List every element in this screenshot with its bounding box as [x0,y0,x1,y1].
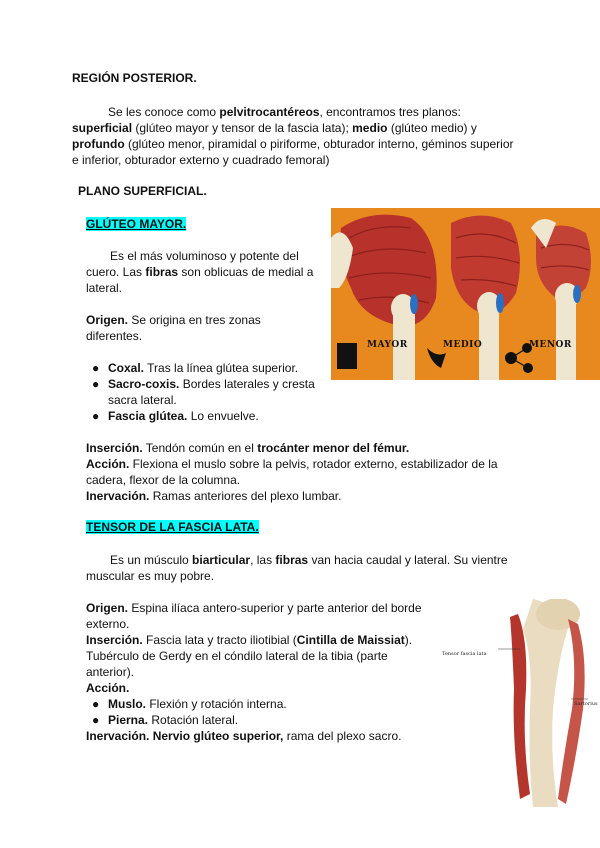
section-heading: PLANO SUPERFICIAL. [78,184,207,198]
tensor-desc-text: muscular es muy pobre. [86,569,215,583]
tensor-insercion-bold: Cintilla de Maissiat [296,633,405,647]
gluteo-origen-label: Origen. [86,313,129,327]
list-item-text: Bordes laterales y cresta [179,377,315,391]
tensor-inervacion-bold: Nervio glúteo superior, [149,729,284,743]
list-item [92,360,328,376]
gluteo-origen [86,312,326,344]
intro-bold: profundo [72,137,125,151]
list-item [92,376,328,408]
tensor-origen-label: Origen. [86,601,129,615]
tensor-insercion-text: ). [404,633,413,647]
gluteo-description [86,248,326,296]
tensor-insercion-text: Fascia lata y tracto iliotibial ( [142,633,297,647]
gluteo-desc-bold: fibras [145,265,179,279]
tensor-heading [86,519,259,535]
image-label-mayor: MAYOR [367,340,408,350]
intro-text: (glúteo medio) y [387,121,477,135]
tensor-inervacion-label: Inervación. [86,729,150,743]
intro-bold: superficial [72,121,133,135]
list-item-text: Tras la línea glútea superior. [144,361,299,375]
intro-bold: pelvitrocantéreos [219,105,320,119]
gluteo-insercion-label: Inserción. [86,441,143,455]
tensor-fascia-lata-image [438,599,600,807]
tensor-origen-text: Espina ilíaca antero-superior y parte anterior del borde [128,601,422,615]
tensor-origen-text: externo. [86,617,130,631]
gluteo-origin-list [92,360,328,424]
gluteo-inervacion-label: Inervación. [86,489,150,503]
intro-text: , encontramos tres planos: [319,105,461,119]
tensor-inervacion-text: rama del plexo sacro. [283,729,402,743]
gluteo-origen-text: diferentes. [86,329,143,343]
bullet-icon: ● [92,409,100,423]
intro-text: e inferior, obturador externo y cuadrado femoral) [72,153,330,167]
bullet-icon: ● [92,697,100,711]
intro-paragraph [72,104,542,168]
gluteo-desc-line: lateral. [86,281,123,295]
gluteo-desc-text: cuero. Las [86,265,146,279]
gluteo-origen-text: Se origina en tres zonas [128,313,261,327]
tensor-desc-bold: biarticular [192,553,251,567]
tensor-inervacion [86,728,446,744]
image-label-medio: MEDIO [443,340,483,350]
list-item [92,408,328,424]
gluteo-desc-text: son oblicuas de medial a [178,265,314,279]
image-label-menor: MENOR [529,340,572,350]
bullet-icon: ● [92,361,100,375]
gluteo-inervacion-text: Ramas anteriores del plexo lumbar. [149,489,342,503]
tensor-insercion-label: Inserción. [86,633,143,647]
list-item-label: Sacro-coxis. [108,377,180,391]
list-item-text: Lo envuelve. [187,409,259,423]
tensor-heading-text: TENSOR DE LA FASCIA LATA. [86,520,259,534]
gluteo-accion-label: Acción. [86,457,130,471]
list-item-label: Coxal. [108,361,145,375]
list-item [92,712,348,728]
list-item [92,696,348,712]
intro-text: Se les conoce como [108,105,220,119]
bullet-icon: ● [92,377,100,391]
list-item-label: Muslo. [108,697,146,711]
list-item-text: Rotación lateral. [148,713,239,727]
gluteal-muscles-image [331,208,600,380]
gluteo-insercion-text: Tendón común en el [142,441,258,455]
tensor-details [86,600,426,696]
image-label-sartorius: Sartorius [574,701,598,707]
gluteo-heading-text: GLÚTEO MAYOR. [86,217,187,231]
tensor-insercion-text: anterior). [86,665,135,679]
gluteo-insercion-bold: trocánter menor del fémur. [257,441,410,455]
intro-text: (glúteo mayor y tensor de la fascia lata); [132,121,353,135]
tensor-desc-text: Es un músculo [110,553,193,567]
tensor-accion-list [92,696,348,728]
page-title: REGIÓN POSTERIOR. [72,71,197,85]
gluteo-details [86,440,526,504]
gluteo-desc-line: Es el más voluminoso y potente del [110,249,299,263]
gluteo-accion-text: Flexiona el muslo sobre la pelvis, rotador externo, estabilizador de la [129,457,498,471]
tensor-insercion-text: Tubérculo de Gerdy en el cóndilo lateral de la tibia (parte [86,649,388,663]
intro-text: (glúteo menor, piramidal o piriforme, obturador interno, géminos superior [124,137,514,151]
list-item-text: Flexión y rotación interna. [146,697,287,711]
image-label-tensor: Tensor fascia lata [442,651,487,657]
gluteo-heading [86,216,186,232]
gluteo-accion-text: cadera, flexor de la columna. [86,473,241,487]
tensor-description [86,552,546,584]
list-item-label: Pierna. [108,713,149,727]
tensor-desc-bold: fibras [275,553,309,567]
gluteal-illustration [331,208,600,380]
tensor-accion-label: Acción. [86,681,130,695]
list-item-text: sacra lateral. [108,393,177,407]
list-item-label: Fascia glútea. [108,409,188,423]
tensor-desc-text: , las [250,553,276,567]
tensor-desc-text: van hacia caudal y lateral. Su vientre [308,553,508,567]
bullet-icon: ● [92,713,100,727]
intro-bold: medio [352,121,388,135]
